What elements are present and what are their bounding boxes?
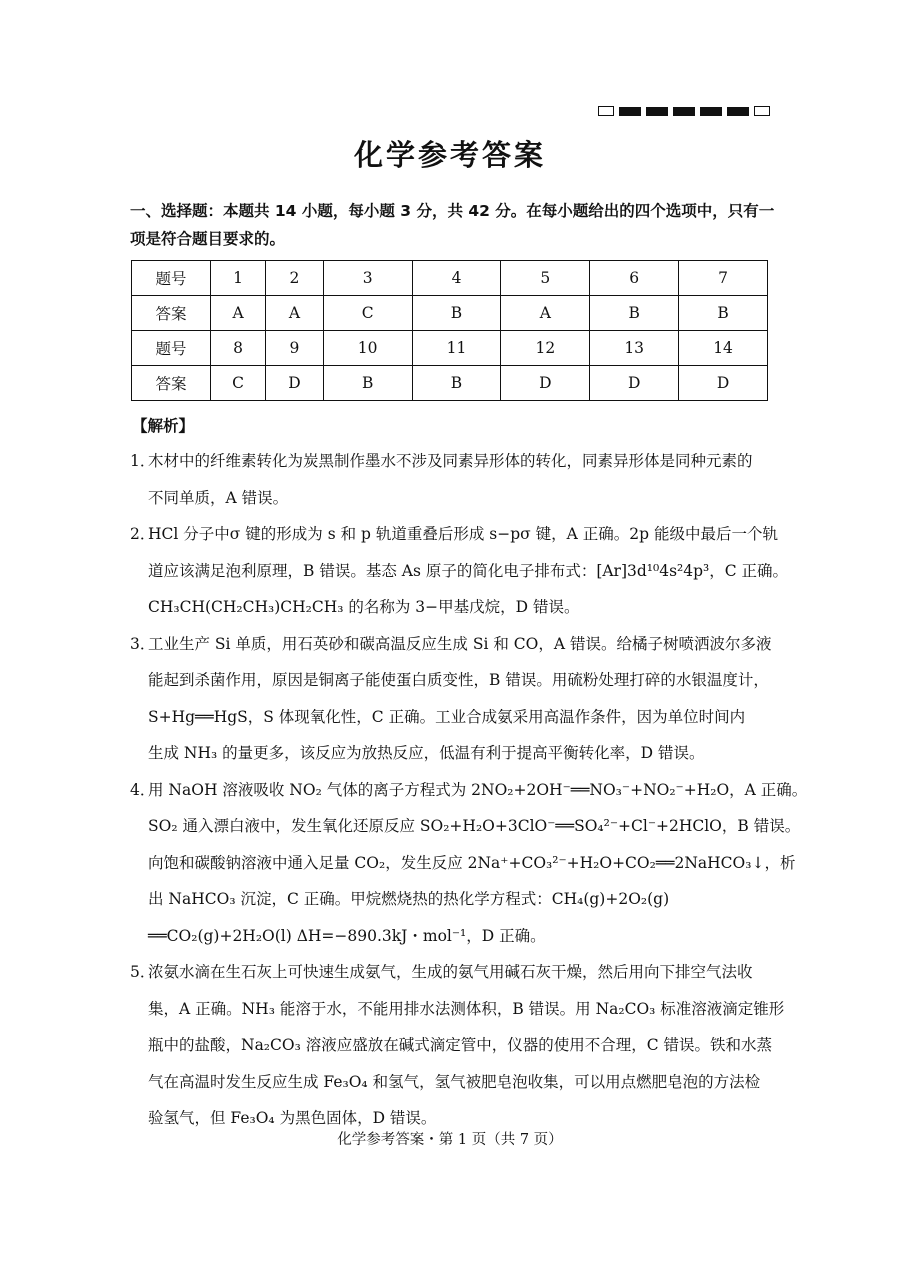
item-text-line: 浓氨水滴在生石灰上可快速生成氨气，生成的氨气用碱石灰干燥，然后用向下排空气法收: [148, 963, 753, 981]
item-number: 4．: [130, 780, 156, 799]
table-cell: D: [266, 366, 324, 401]
table-cell: D: [590, 366, 679, 401]
item-text-line: 木材中的纤维素转化为炭黑制作墨水不涉及同素异形体的转化，同素异形体是同种元素的: [148, 452, 753, 470]
item-text-line: 不同单质，A 错误。: [148, 488, 289, 507]
item-number: 5．: [130, 963, 156, 981]
item-text-line: 验氢气，但 Fe₃O₄ 为黑色固体，D 错误。: [148, 1109, 437, 1127]
item-number: 1．: [130, 452, 156, 470]
header-mark: [727, 107, 749, 116]
table-cell: 5: [501, 261, 590, 296]
table-cell: 12: [501, 331, 590, 366]
table-cell: B: [412, 296, 501, 331]
item-text-line: 向饱和碳酸钠溶液中通入足量 CO₂，发生反应 2Na⁺+CO₃²⁻+H₂O+CO₂══2NaHCO₃↓，析: [148, 853, 796, 872]
table-cell: 13: [590, 331, 679, 366]
header-marks: [598, 106, 770, 116]
table-cell: A: [266, 296, 324, 331]
item-text-line: 气在高温时发生反应生成 Fe₃O₄ 和氢气，氢气被肥皂泡收集，可以用点燃肥皂泡的方法检: [148, 1072, 761, 1091]
header-mark: [646, 107, 668, 116]
analysis-item: [130, 954, 785, 1137]
table-cell: 10: [323, 331, 412, 366]
section-instruction: 一、选择题：本题共 14 小题，每小题 3 分，共 42 分。在每小题给出的四个选项中，只有一项是符合题目要求的。: [130, 202, 775, 248]
table-cell: 11: [412, 331, 501, 366]
table-cell: 3: [323, 261, 412, 296]
table-row: [132, 296, 768, 331]
item-text-line: 工业生产 Si 单质，用石英砂和碳高温反应生成 Si 和 CO，A 错误。给橘子树喷洒波尔多液: [148, 634, 772, 653]
item-text-line: 生成 NH₃ 的量更多，该反应为放热反应，低温有利于提高平衡转化率，D 错误。: [148, 744, 705, 762]
analysis-item: [130, 772, 808, 955]
table-cell: 6: [590, 261, 679, 296]
item-text-line: 能起到杀菌作用，原因是铜离子能使蛋白质变性，B 错误。用硫粉处理打碎的水银温度计，: [148, 671, 769, 689]
table-cell: A: [501, 296, 590, 331]
table-cell: 2: [266, 261, 324, 296]
item-text-line: SO₂ 通入漂白液中，发生氧化还原反应 SO₂+H₂O+3ClO⁻══SO₄²⁻+Cl⁻+2HClO，B 错误。: [148, 817, 801, 835]
table-cell: B: [323, 366, 412, 401]
item-text-line: ══CO₂(g)+2H₂O(l) ΔH=−890.3kJ・mol⁻¹，D 正确。: [148, 926, 546, 945]
table-cell: D: [501, 366, 590, 401]
item-text-line: 出 NaHCO₃ 沉淀，C 正确。甲烷燃烧热的热化学方程式：CH₄(g)+2O₂(g): [148, 890, 670, 908]
table-cell: C: [323, 296, 412, 331]
table-cell: 14: [679, 331, 768, 366]
page-title: 化学参考答案: [353, 138, 546, 172]
table-cell: 4: [412, 261, 501, 296]
item-text-line: 道应该满足泡利原理，B 错误。基态 As 原子的简化电子排布式：[Ar]3d¹⁰4s²4p³，C 正确。: [148, 561, 789, 580]
table-cell: B: [679, 296, 768, 331]
header-mark: [673, 107, 695, 116]
item-number: 3．: [130, 634, 156, 653]
table-cell: 1: [211, 261, 266, 296]
analysis-item: [130, 443, 778, 516]
header-mark: [700, 107, 722, 116]
table-row: [132, 366, 768, 401]
row-header: 答案: [132, 296, 211, 331]
analysis-label: 【解析】: [132, 417, 195, 435]
table-cell: 9: [266, 331, 324, 366]
analysis-item: [130, 516, 789, 626]
item-text-line: S+Hg══HgS，S 体现氧化性，C 正确。工业合成氨采用高温作条件，因为单位时间内: [148, 707, 746, 726]
item-number: 2．: [130, 525, 156, 543]
table-cell: B: [412, 366, 501, 401]
header-mark: [754, 106, 770, 116]
item-text-line: 瓶中的盐酸，Na₂CO₃ 溶液应盛放在碱式滴定管中，仪器的使用不合理，C 错误。铁和水蒸: [148, 1036, 773, 1054]
table-cell: C: [211, 366, 266, 401]
row-header: 题号: [132, 261, 211, 296]
answer-table: [131, 260, 768, 401]
page-footer: 化学参考答案・第 1 页（共 7 页）: [337, 1132, 563, 1148]
item-text-line: CH₃CH(CH₂CH₃)CH₂CH₃ 的名称为 3−甲基戊烷，D 错误。: [148, 598, 580, 616]
header-mark: [619, 107, 641, 116]
item-text-line: HCl 分子中σ 键的形成为 s 和 p 轨道重叠后形成 s−pσ 键，A 正确。2p 能级中最后一个轨: [148, 525, 778, 543]
row-header: 答案: [132, 366, 211, 401]
table-cell: 8: [211, 331, 266, 366]
table-row: [132, 331, 768, 366]
table-cell: B: [590, 296, 679, 331]
table-cell: A: [211, 296, 266, 331]
analysis-item: [130, 626, 778, 772]
analysis-list: [130, 443, 808, 1137]
item-text-line: 集，A 正确。NH₃ 能溶于水，不能用排水法测体积，B 错误。用 Na₂CO₃ 标准溶液滴定锥形: [148, 999, 785, 1018]
header-mark: [598, 106, 614, 116]
table-row: [132, 261, 768, 296]
table-cell: 7: [679, 261, 768, 296]
row-header: 题号: [132, 331, 211, 366]
table-cell: D: [679, 366, 768, 401]
item-text-line: 用 NaOH 溶液吸收 NO₂ 气体的离子方程式为 2NO₂+2OH⁻══NO₃⁻+NO₂⁻+H₂O，A 正确。: [148, 780, 808, 799]
